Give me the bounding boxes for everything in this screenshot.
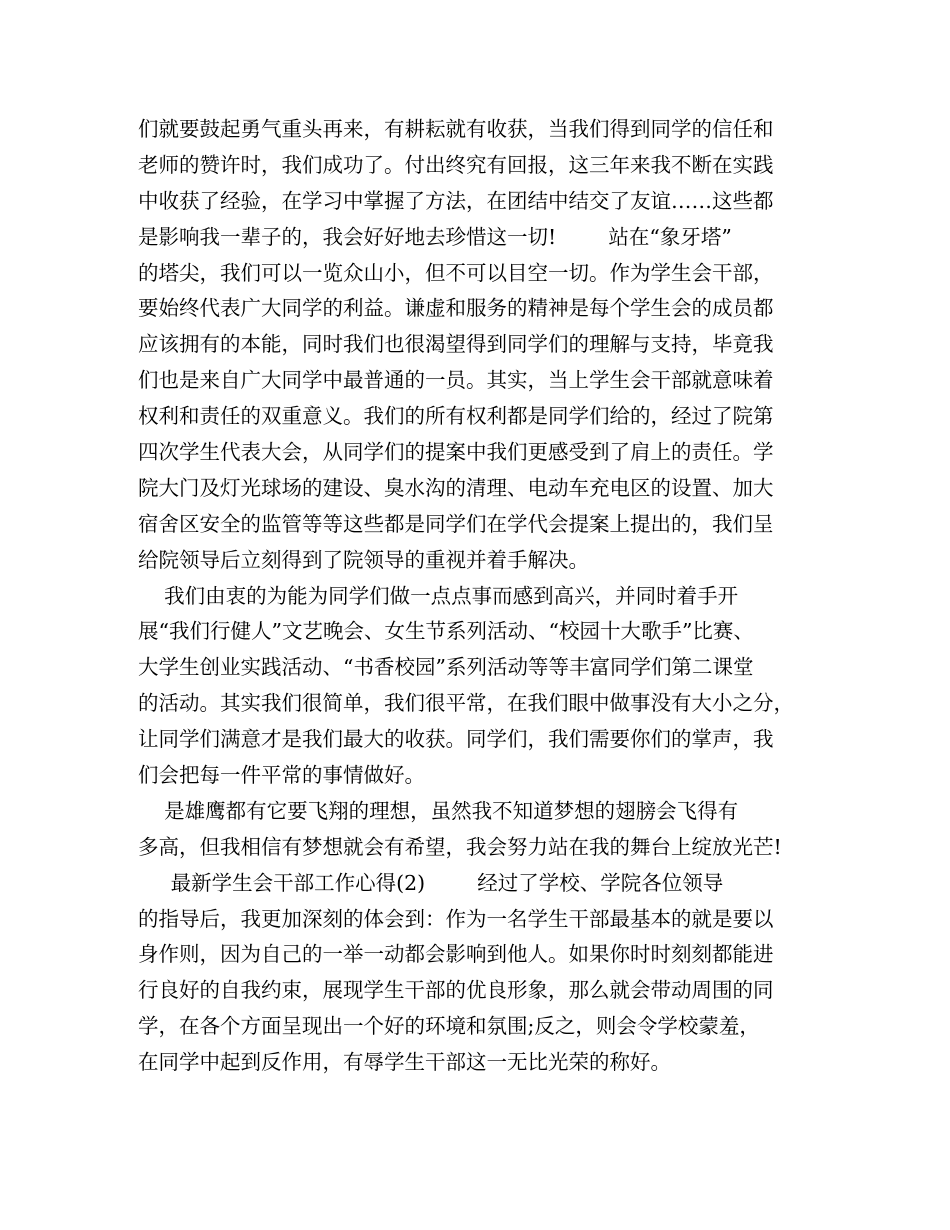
text-line: 权利和责任的双重意义。我们的所有权利都是同学们给的，经过了院第 <box>138 404 774 429</box>
text-line: 们会把每一件平常的事情做好。 <box>138 763 425 788</box>
document-body <box>138 112 828 1081</box>
text-line: 在同学中起到反作用，有辱学生干部这一无比光荣的称好。 <box>138 1050 671 1075</box>
text-line: 最新学生会干部工作心得(2) 经过了学校、学院各位领导 <box>138 870 724 895</box>
text-line: 们也是来自广大同学中最普通的一员。其实，当上学生会干部就意味着 <box>138 368 774 393</box>
text-line: 宿舍区安全的监管等等这些都是同学们在学代会提案上提出的，我们呈 <box>138 511 774 536</box>
text-line: 多高，但我相信有梦想就会有希望，我会努力站在我的舞台上绽放光芒! <box>138 834 782 859</box>
text-line: 让同学们满意才是我们最大的收获。同学们，我们需要你们的掌声，我 <box>138 727 774 752</box>
text-line: 行良好的自我约束，展现学生干部的优良形象，那么就会带动周围的同 <box>138 978 774 1003</box>
text-line: 要始终代表广大同学的利益。谦虚和服务的精神是每个学生会的成员都 <box>138 296 774 321</box>
text-line: 学，在各个方面呈现出一个好的环境和氛围;反之，则会令学校蒙羞， <box>138 1014 760 1039</box>
text-line: 是雄鹰都有它要飞翔的理想，虽然我不知道梦想的翅膀会飞得有 <box>138 798 739 823</box>
text-line: 老师的赞许时，我们成功了。付出终究有回报，这三年来我不断在实践 <box>138 152 774 177</box>
text-line: 中收获了经验，在学习中掌握了方法，在团结中结交了友谊……这些都 <box>138 188 774 213</box>
text-line: 大学生创业实践活动、“书香校园”系列活动等等丰富同学们第二课堂 <box>138 655 754 680</box>
text-line: 展“我们行健人”文艺晚会、女生节系列活动、“校园十大歌手”比赛、 <box>138 619 754 644</box>
text-line: 应该拥有的本能，同时我们也很渴望得到同学们的理解与支持，毕竟我 <box>138 332 774 357</box>
text-line: 们就要鼓起勇气重头再来，有耕耘就有收获，当我们得到同学的信任和 <box>138 117 774 141</box>
text-line: 给院领导后立刻得到了院领导的重视并着手解决。 <box>138 547 589 572</box>
text-line: 的塔尖，我们可以一览众山小，但不可以目空一切。作为学生会干部， <box>138 260 774 285</box>
text-line: 院大门及灯光球场的建设、臭水沟的清理、电动车充电区的设置、加大 <box>138 475 774 500</box>
text-line: 的指导后，我更加深刻的体会到：作为一名学生干部最基本的就是要以 <box>138 906 774 931</box>
text-line: 四次学生代表大会，从同学们的提案中我们更感受到了肩上的责任。学 <box>138 440 774 465</box>
text-line: 是影响我一辈子的，我会好好地去珍惜这一切! 站在“象牙塔” <box>138 224 732 249</box>
text-line: 我们由衷的为能为同学们做一点点事而感到高兴，并同时着手开 <box>138 583 739 608</box>
text-line: 的活动。其实我们很简单，我们很平常，在我们眼中做事没有大小之分， <box>138 691 794 716</box>
text-line: 身作则，因为自己的一举一动都会影响到他人。如果你时时刻刻都能进 <box>138 942 774 967</box>
